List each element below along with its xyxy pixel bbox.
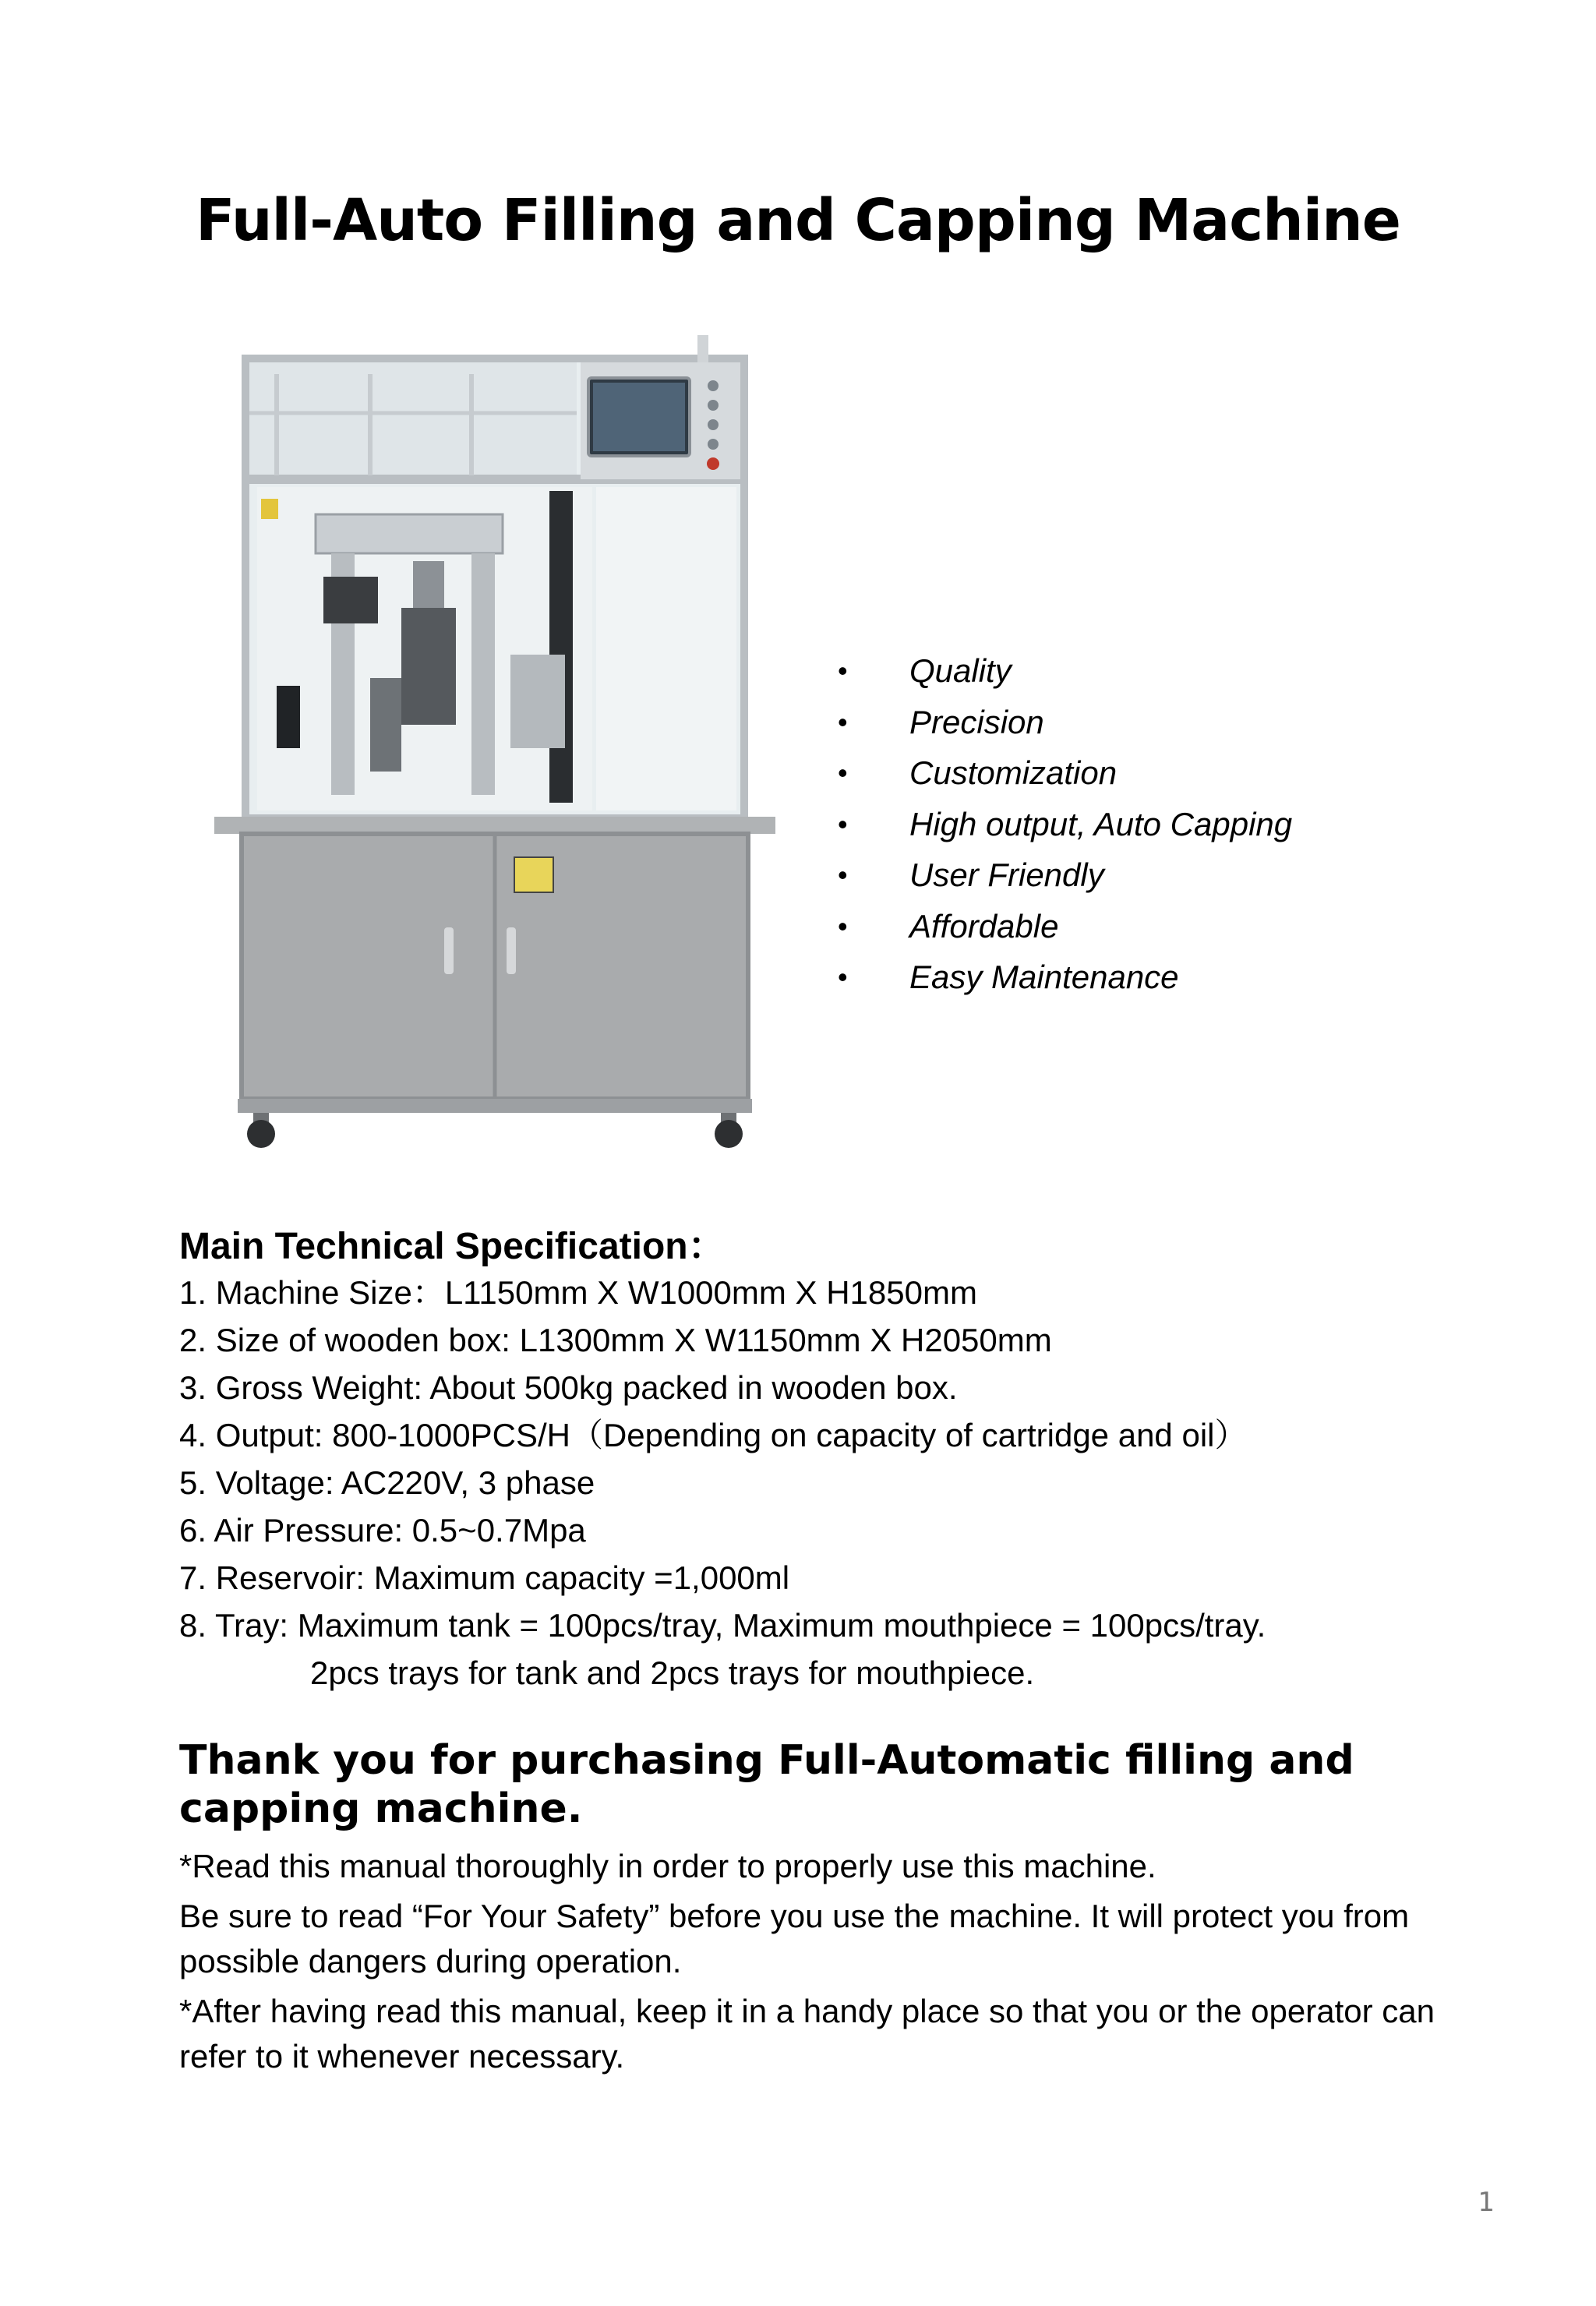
spec-item: 6. Air Pressure: 0.5~0.7Mpa — [179, 1512, 586, 1549]
feature-item: • Quality — [838, 645, 1292, 697]
page-title: Full-Auto Filling and Capping Machine — [195, 187, 1400, 254]
feature-item: • User Friendly — [838, 849, 1292, 901]
feature-item: • Affordable — [838, 901, 1292, 952]
spec-item: 3. Gross Weight: About 500kg packed in wooden box. — [179, 1369, 958, 1406]
notes-section — [179, 1844, 1488, 2084]
spec-heading: Main Technical Specification： — [179, 1226, 726, 1267]
feature-item: • High output, Auto Capping — [838, 799, 1292, 850]
note-paragraph: *After having read this manual, keep it in a handy place so that you or the operator can refer to it whenever necessary. — [179, 1993, 1435, 2075]
spec-item: 5. Voltage: AC220V, 3 phase — [179, 1464, 595, 1501]
page-number: 1 — [1478, 2187, 1495, 2218]
spec-item: 8. Tray: Maximum tank = 100pcs/tray, Maximum mouthpiece = 100pcs/tray. — [179, 1607, 1266, 1644]
feature-item: • Customization — [838, 747, 1292, 799]
spec-item: 4. Output: 800-1000PCS/H（Depending on capacity of cartridge and oil） — [179, 1417, 1248, 1453]
note-paragraph: *Read this manual thoroughly in order to properly use this machine. — [179, 1848, 1156, 1884]
spec-item: 1. Machine Size：L1150mm X W1000mm X H1850mm — [179, 1274, 977, 1311]
machine-photo — [214, 327, 775, 1153]
feature-item: • Precision — [838, 697, 1292, 748]
note-paragraph: Be sure to read “For Your Safety” before you use the machine. It will protect you from possible dangers during operation. — [179, 1898, 1410, 1979]
spec-item-continuation: 2pcs trays for tank and 2pcs trays for mouthpiece. — [310, 1654, 1035, 1691]
spec-item: 7. Reservoir: Maximum capacity =1,000ml — [179, 1559, 790, 1596]
spec-item: 2. Size of wooden box: L1300mm X W1150mm X H2050mm — [179, 1322, 1052, 1358]
spec-list — [179, 1269, 1266, 1697]
thanks-heading: Thank you for purchasing Full-Automatic filling and capping machine. — [179, 1737, 1354, 1832]
feature-list — [838, 645, 1292, 1003]
feature-item: • Easy Maintenance — [838, 952, 1292, 1003]
